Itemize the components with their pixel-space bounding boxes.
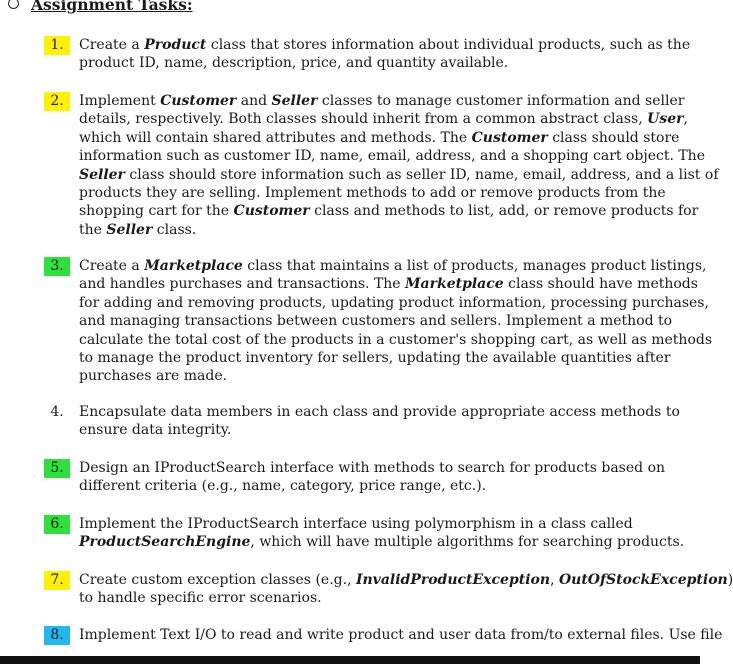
task-text-line: Encapsulate data members in each class and provide appropriate access methods to [79,404,680,420]
task-text-line: Implement Text I/O to read and write product and user data from/to external files. Use file [79,627,723,643]
task-text-line: Seller class should store information such as seller ID, name, email, address, and a list of [79,166,719,183]
task-text-line: ProductSearchEngine, which will have multiple algorithms for searching products. [79,534,685,551]
task-text-line: calculate the total cost of the products in a customer's shopping cart, as well as methods [79,331,713,348]
task-number: 6. [44,515,70,534]
task-text-line: ensure data integrity. [79,422,232,439]
task-text-line: to manage the product inventory for sellers, updating the available quantities after [79,350,671,366]
task-text-line: Create a Marketplace class that maintains a list of products, manages product listings, [79,258,707,274]
task-text-line: Implement the IProductSearch interface using polymorphism in a class called [79,516,633,532]
task-text-line: details, respectively. Both classes should inherit from a common abstract class, User, [79,111,688,128]
task-text-line: for adding and removing products, updating product information, processing purchases, [79,294,709,311]
heading-text: Assignment Tasks: [31,0,193,14]
task-text-line: Create a Product class that stores information about individual products, such as the [79,37,691,53]
task-text-line: Create custom exception classes (e.g., InvalidProductException, OutOfStockException) [79,572,733,588]
task-number: 5. [44,459,70,478]
task-text-line: information such as customer ID, name, email, address, and a shopping cart object. The [79,148,705,165]
task-text-line: products they are selling. Implement methods to add or remove products from the [79,185,666,201]
task-text-line: purchases are made. [79,368,228,385]
task-number: 7. [44,571,70,590]
task-number: 3. [44,257,70,276]
task-text-line: to handle specific error scenarios. [79,590,322,607]
bottom-edge-bar [0,656,700,664]
section-heading [8,0,193,14]
task-number: 8. [44,626,70,645]
task-text-line: shopping cart for the Customer class and methods to list, add, or remove products for [79,203,699,220]
task-text-line: and handles purchases and transactions. The Marketplace class should have methods [79,276,698,293]
task-text-line: the Seller class. [79,221,197,238]
task-number: 1. [44,36,70,55]
task-text-line: Implement Customer and Seller classes to manage customer information and seller [79,93,685,109]
task-number: 4. [50,404,64,420]
task-text-line: which will contain shared attributes and methods. The Customer class should store [79,129,680,146]
task-text-line: product ID, name, description, price, and quantity available. [79,55,509,72]
circle-bullet-icon [8,0,19,9]
task-text-line: different criteria (e.g., name, category, price range, etc.). [79,478,487,495]
task-text-line: and managing transactions between customers and sellers. Implement a method to [79,313,673,330]
task-text-line: Design an IProductSearch interface with methods to search for products based on [79,460,666,476]
task-number: 2. [44,92,70,111]
